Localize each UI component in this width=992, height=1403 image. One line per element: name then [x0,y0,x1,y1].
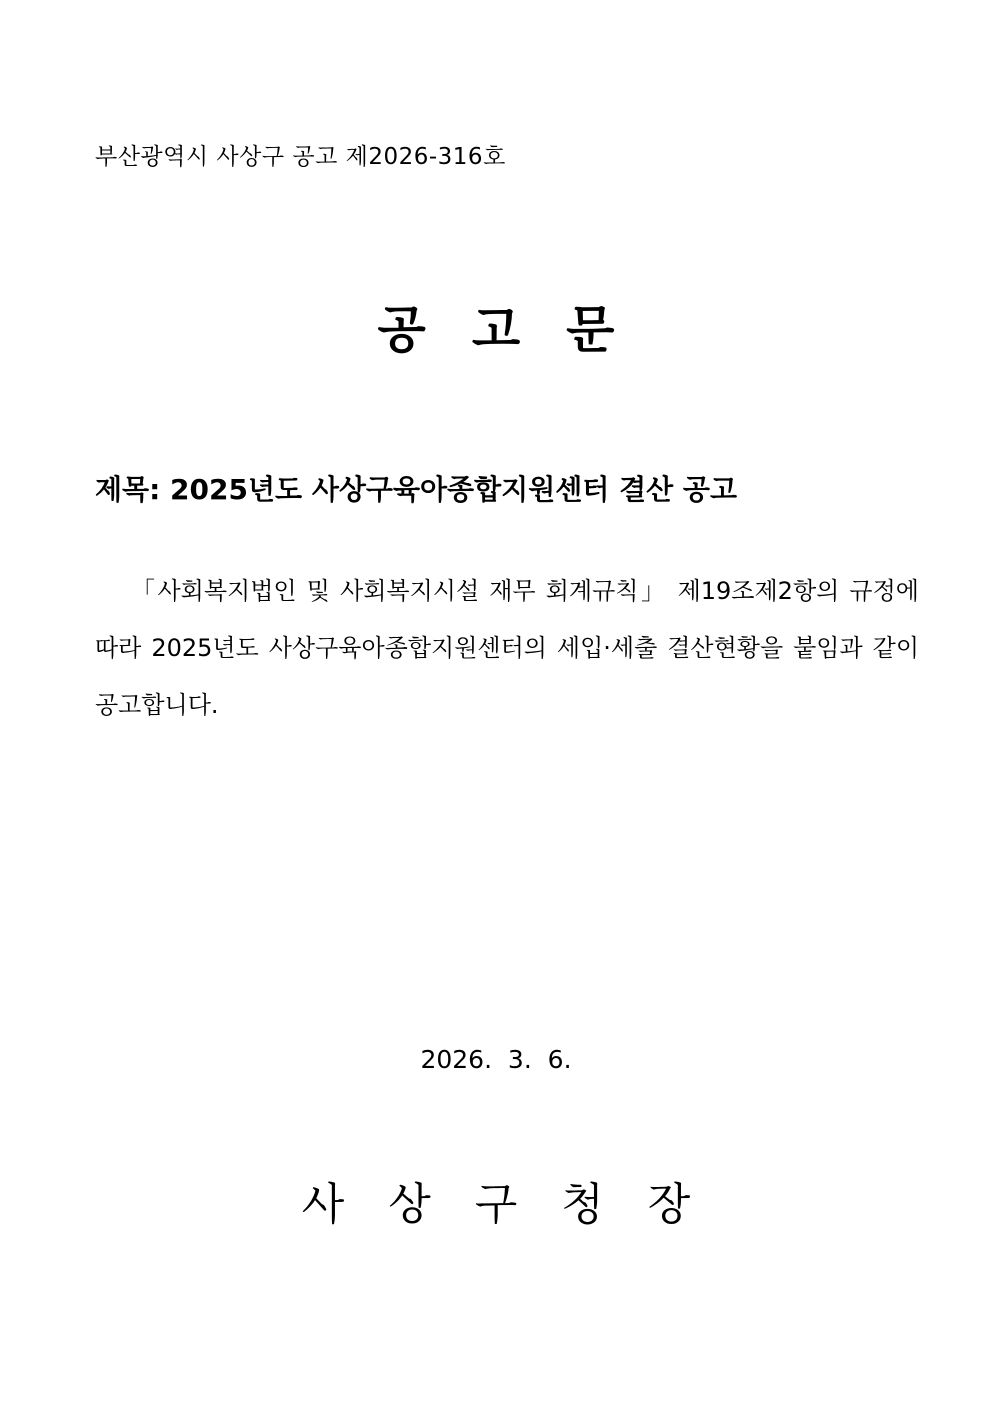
notice-date: 2026. 3. 6. [420,1045,572,1074]
issuer-signature: 사상구청장 [301,1179,735,1230]
subject-line: 제목: 2025년도 사상구육아종합지원센터 결산 공고 [95,473,738,506]
body-paragraph: 「사회복지법인 및 사회복지시설 재무 회계규칙」 제19조제2항의 규정에 따라 2025년도 사상구육아종합지원센터의 세입·세출 결산현황을 붙임과 같이 공고합니다. [95,577,919,719]
notice-number: 부산광역시 사상구 공고 제2026-316호 [95,144,506,170]
document-title: 공고문 [377,301,661,359]
